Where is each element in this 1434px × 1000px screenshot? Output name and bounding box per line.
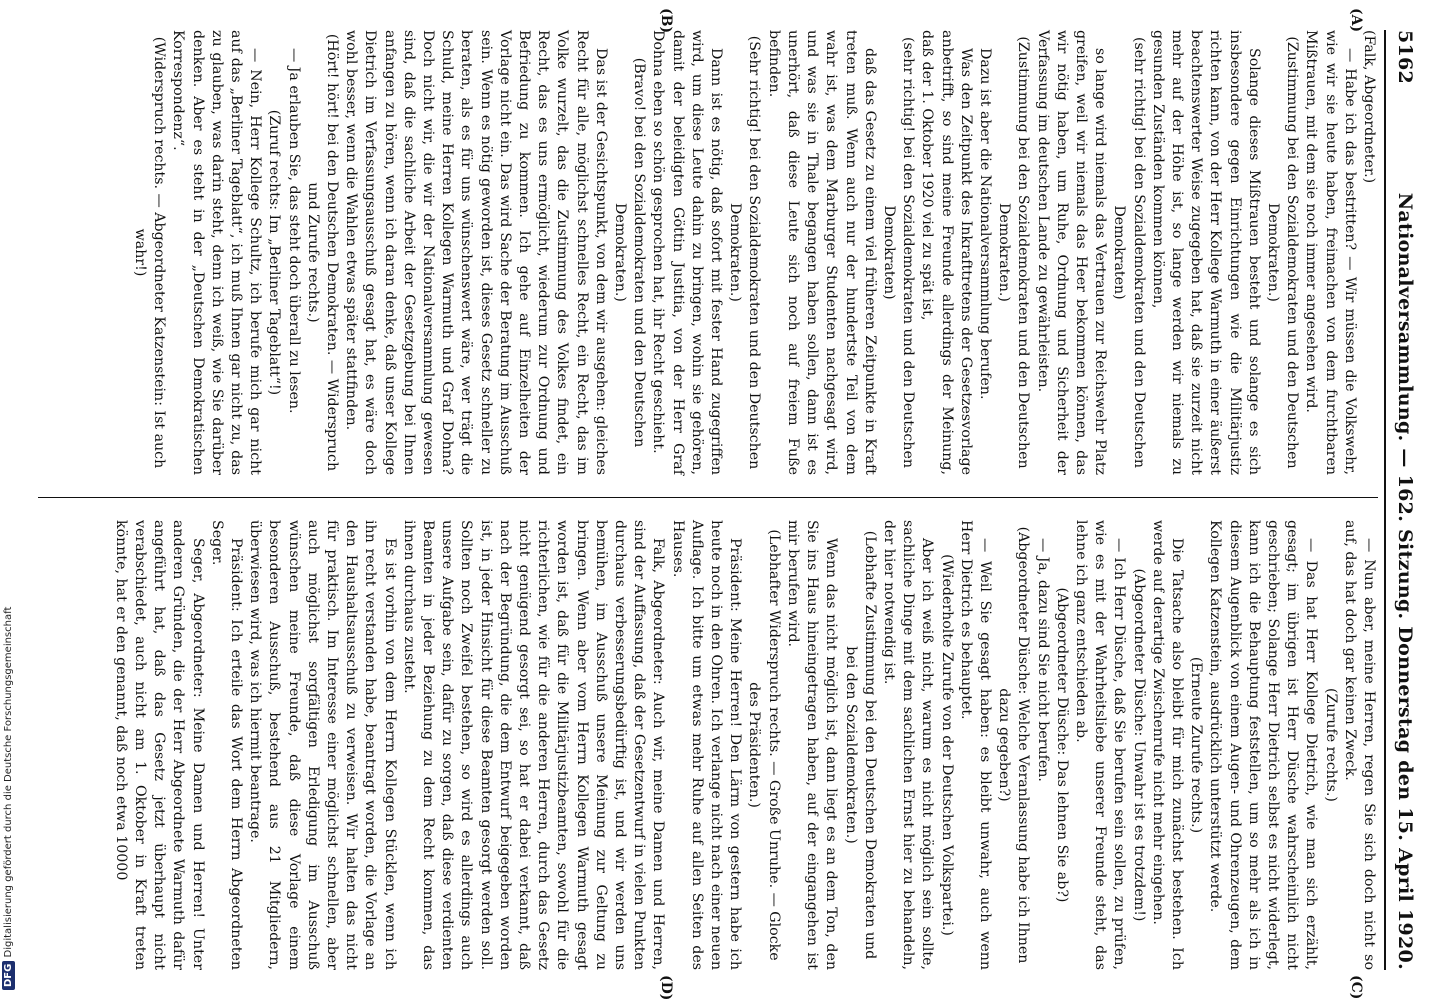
interjection: (Abgeordneter Düsche: Welche Veranlassung habe ich Ihnen dazu gegeben?) <box>996 526 1032 964</box>
interjection: (Bravo! bei den Sozialdemokraten und den Deutschen Demokraten.) <box>612 57 648 448</box>
interjection: (Lebhafte Zustimmung bei den Deutschen Demokraten und bei den Sozialdemokraten.) <box>842 530 878 960</box>
interjection: (Abgeordneter Düsche: Unwahr ist es trotzdem!) <box>1130 568 1147 922</box>
page-title: Nationalversammlung. — 162. Sitzung. Donnerstag den 15. April 1920. <box>1394 192 1416 970</box>
paragraph: — Nun aber, meine Herren, regen Sie sich doch nicht so auf, das hat doch gar keinen Zweck. <box>1341 520 1377 970</box>
speaker-paragraph: Präsident: Meine Herren! Den Lärm von gestern habe ich heute noch in den Ohren. Ich verlange nicht nach einer neuen Auflage. Ich bitte um etwas mehr Ruhe auf allen Seiten des Hauses. <box>669 520 744 970</box>
header-rule <box>1384 30 1386 970</box>
paragraph: Dazu ist aber die Nationalversammlung berufen. <box>976 48 993 400</box>
left-text-column <box>130 30 1378 475</box>
paragraph: — Ja, dazu sind Sie nicht berufen. <box>1034 538 1051 782</box>
paragraph: Dann ist es nötig, daß sofort mit fester Hand zugegriffen wird, um diese Leute dahin zu bringen, wohin sie gehören, damit der beleidigten Göttin Justitia, von der Herr Graf Dohna eben so schön gesprochen hat, ihr Recht geschieht. <box>650 30 725 475</box>
interjection: (sehr richtig! bei den Sozialdemokraten und den Deutschen Demokraten) <box>880 36 917 469</box>
interjection: (sehr richtig! bei den Sozialdemokraten und den Deutschen Demokraten) <box>1111 36 1147 469</box>
margin-mark-d: (D) <box>658 975 674 1000</box>
margin-mark-a: (A) <box>1348 8 1364 33</box>
paragraph: Solange dieses Mißtrauen besteht und solange es sich insbesondere gegen Einrichtungen wie die Militärjustiz richten kann, von der Herr Kollege Warmuth in einer äußerst beachtenswerter Weise zugegeben hat, daß sie zurzeit nicht mehr auf der Höhe ist, so lange werden wir niemals zu gesunden Zuständen kommen können, <box>1149 30 1262 475</box>
interjection: (Erneute Zurufe rechts.) <box>1188 656 1205 834</box>
paragraph: — Nein, Herr Kollege Schultz, ich berufe mich gar nicht auf das „Berliner Tageblatt“, ich muß Ihnen gar nicht zu, das zu glauben, was darin steht, denn ich weiß, wie Sie darüber denken. Aber es steht in der „Deutschen Demokratischen Korrespondenz“. <box>170 30 264 475</box>
interjection: (Zustimmung bei den Sozialdemokraten und den Deutschen Demokraten.) <box>1264 36 1301 469</box>
paragraph: — Habe ich das bestritten? — Wir müssen die Volkswehr, wie wir sie heute haben, freimachen von dem furchtbaren Mißtrauen, mit dem sie noch immer angesehen wird. <box>1303 30 1358 475</box>
margin-mark-b: (B) <box>658 8 674 34</box>
interjection: (Zustimmung bei den Sozialdemokraten und den Deutschen Demokraten.) <box>996 36 1032 469</box>
page-header <box>1390 30 1420 970</box>
interjection: (Hört! hört! bei den Deutschen Demokraten. — Widerspruch und Zurufe rechts.) <box>304 33 341 472</box>
margin-mark-c: (C) <box>1348 975 1364 1000</box>
paragraph: daß das Gesetz zu einem viel früheren Zeitpunkte in Kraft treten muß. Wenn auch nur der hundertste Teil von dem wahr ist, was dem Marburger Studenten nachgesagt wird, und was sie in Thale begangen haben sollen, dann ist es unerhört, daß diese Leute sich noch auf freiem Fuße befinden. <box>765 30 878 475</box>
speaker-paragraph: Seger, Abgeordneter: Meine Damen und Herren! Unter anderen Gründen, die der Herr Abgeordnete Warmuth dafür angeführt hat, daß das Gesetz jetzt überhaupt nicht verabschiedet, auch nicht am 1. Oktober in Kraft treten könnte, hat er den genannt, daß noch etwa 10000 <box>112 520 206 970</box>
interjection: (Zurufe rechts.) <box>1322 688 1339 802</box>
interjection: (Abgeordneter Düsche: Das lehnen Sie ab?) <box>1053 587 1070 903</box>
paragraph: so lange wird niemals das Vertrauen zur Reichswehr Platz greifen, weil wir niemals das Heer bekommen können, das wir nötig haben, um Ruhe, Ordnung und Sicherheit der Verfassung im deutschen Lande zu gewährleisten. <box>1034 30 1109 475</box>
speaker-paragraph: Falk, Abgeordneter: Auch wir, meine Damen und Herren, sind der Auffassung, daß der Gesetzentwurf in vielen Punkten durchaus verbesserungsbedürftig ist, und wir werden uns bemühen, im Ausschuß unsere Meinung zur Geltung zu bringen. Wenn aber vom Herrn Kollegen Warmuth gesagt worden ist, daß für die Militärjustizbeamten, sowohl für die richterlichen, wie für die anderen Herren, durch das Gesetz nicht genügend gesorgt sei, so hat er dabei verkannt, daß nach der Begründung, die dem Entwurf beigegeben worden ist, in jeder Hinsicht für diese Beamten gesorgt werden soll. Sollten noch Zweifel bestehen, so wird es allerdings auch unsere Aufgabe sein, dafür zu sorgen, daß diese verdienten Beamten in jeder Beziehung zu dem Recht kommen, das ihnen durchaus zusteht. <box>400 520 667 970</box>
paragraph: Das ist der Gesichtspunkt, von dem wir ausgehen: gleiches Recht für alle, möglichst schnelles Recht, ein Recht, das im Volke wurzelt, das die Zustimmung des Volkes findet, ein Recht, das es uns ermöglicht, wiederum zur Ordnung und Befriedung zu kommen. Ich gehe auf Einzelheiten der Vorlage nicht ein. Das wird Sache der Beratung im Ausschuß sein. Wenn es nötig geworden ist, dieses Gesetz schneller zu beraten, als es für uns wünschenswert wäre, wer trägt die Schuld, meine Herren Kollegen Warmuth und Graf Dohna? Doch nicht wir, die wir der Nationalversammlung gewesen sind, daß die sachliche Arbeit der Gesetzgebung bei Ihnen anfangen zu hören, wenn ich daran denke, daß unser Kollege Dietrich im Verfassungsausschuß gesagt hat, es wäre doch wohl besser, wenn die Wahlen etwas später stattfinden. <box>343 30 609 475</box>
paragraph: — Das hat Herr Kollege Dietrich, wie man sich erzählt, gesagt; im übrigen ist Herr Düsche wahrscheinlich nicht geschrieben; Solange Herr Dietrich selbst es nicht widerlegt, kann ich die Behauptung feststellen, um so mehr als ich in diesem Augenblick von einem Augen- und Ohrenzeugen, dem Kollegen Katzenstein, ausdrücklich unterstützt werde. <box>1207 520 1320 970</box>
speaker-paragraph: Präsident: Ich erteile das Wort dem Herrn Abgeordneten Seger. <box>208 520 245 970</box>
credit-text: Digitalisierung gefördert durch die Deutsche Forschungsgemeinschaft <box>3 606 14 958</box>
interjection: (Sehr richtig! bei den Sozialdemokraten und den Deutschen Demokraten.) <box>727 35 763 470</box>
interjection: (Lebhafter Widerspruch rechts. — Große Unruhe. — Glocke des Präsidenten.) <box>746 529 782 961</box>
paragraph: — Ich Herr Düsche, daß Sie berufen sein sollen, zu prüfen, wie es mit der Wahrheitsliebe unserer Freunde steht, das lehne ich ganz entschieden ab. <box>1072 520 1128 970</box>
interjection: (Wiederholte Zurufe von der Deutschen Volkspartei.) <box>938 554 955 936</box>
paragraph: — Ja erlauben Sie, das steht doch überall zu lesen. <box>285 48 302 414</box>
paragraph: Wenn das nicht möglich ist, dann liegt es an dem Ton, den Sie ins Haus hineingetragen haben, auf der eingangehen ist mir berufen wird. <box>784 520 840 970</box>
column-divider <box>38 497 1378 498</box>
paragraph: Die Tatsache also bleibt für mich zunächst bestehen. Ich werde auf derartige Zwischenrufe nicht mehr eingehen. <box>1149 520 1185 970</box>
paragraph: (Falk, Abgeordneter.) <box>1361 30 1377 184</box>
paragraph: — Weil Sie gesagt haben: es bleibt unwahr, auch wenn Herr Dietrich es behauptet. <box>957 520 993 970</box>
interjection: (Zuruf rechts: Im „Berliner Tageblatt“!) <box>266 109 283 396</box>
interjection: (Widerspruch rechts. — Abgeordneter Katzenstein: Ist auch wahr!) <box>132 36 168 469</box>
paragraph: Es ist vorhin von dem Herrn Kollegen Stücklen, wenn ich ihn recht verstanden habe, beantragt worden, die Vorlage an den Haushaltsausschuß zu verweisen. Wir halten das nicht für praktisch. Im Interesse einer möglichst schnellen, aber auch möglichst sorgfältigen Erledigung im Ausschuß wünschen meine Freunde, daß diese Vorlage einem besonderen Ausschuß, bestehend aus 21 Mitgliedern, überwiesen wird, was ich hiermit beantrage. <box>247 520 398 970</box>
page-number: 5162 <box>1394 30 1416 85</box>
dfg-logo: DFG <box>2 961 15 990</box>
side-credit-strip <box>2 0 16 1000</box>
right-text-column <box>111 520 1378 970</box>
credit-line <box>2 607 15 990</box>
paragraph: Aber ich weiß nicht, warum es nicht möglich sein sollte, sachliche Dinge mit dem sachlichen Ernst hier zu behandeln, der hier notwendig ist. <box>880 520 936 970</box>
paragraph: Was den Zeitpunkt des Inkrafttretens der Gesetzesvorlage anbetrifft, so sind meine Freunde allerdings der Meinung, daß der 1. Oktober 1920 viel zu spät ist, <box>919 30 974 475</box>
